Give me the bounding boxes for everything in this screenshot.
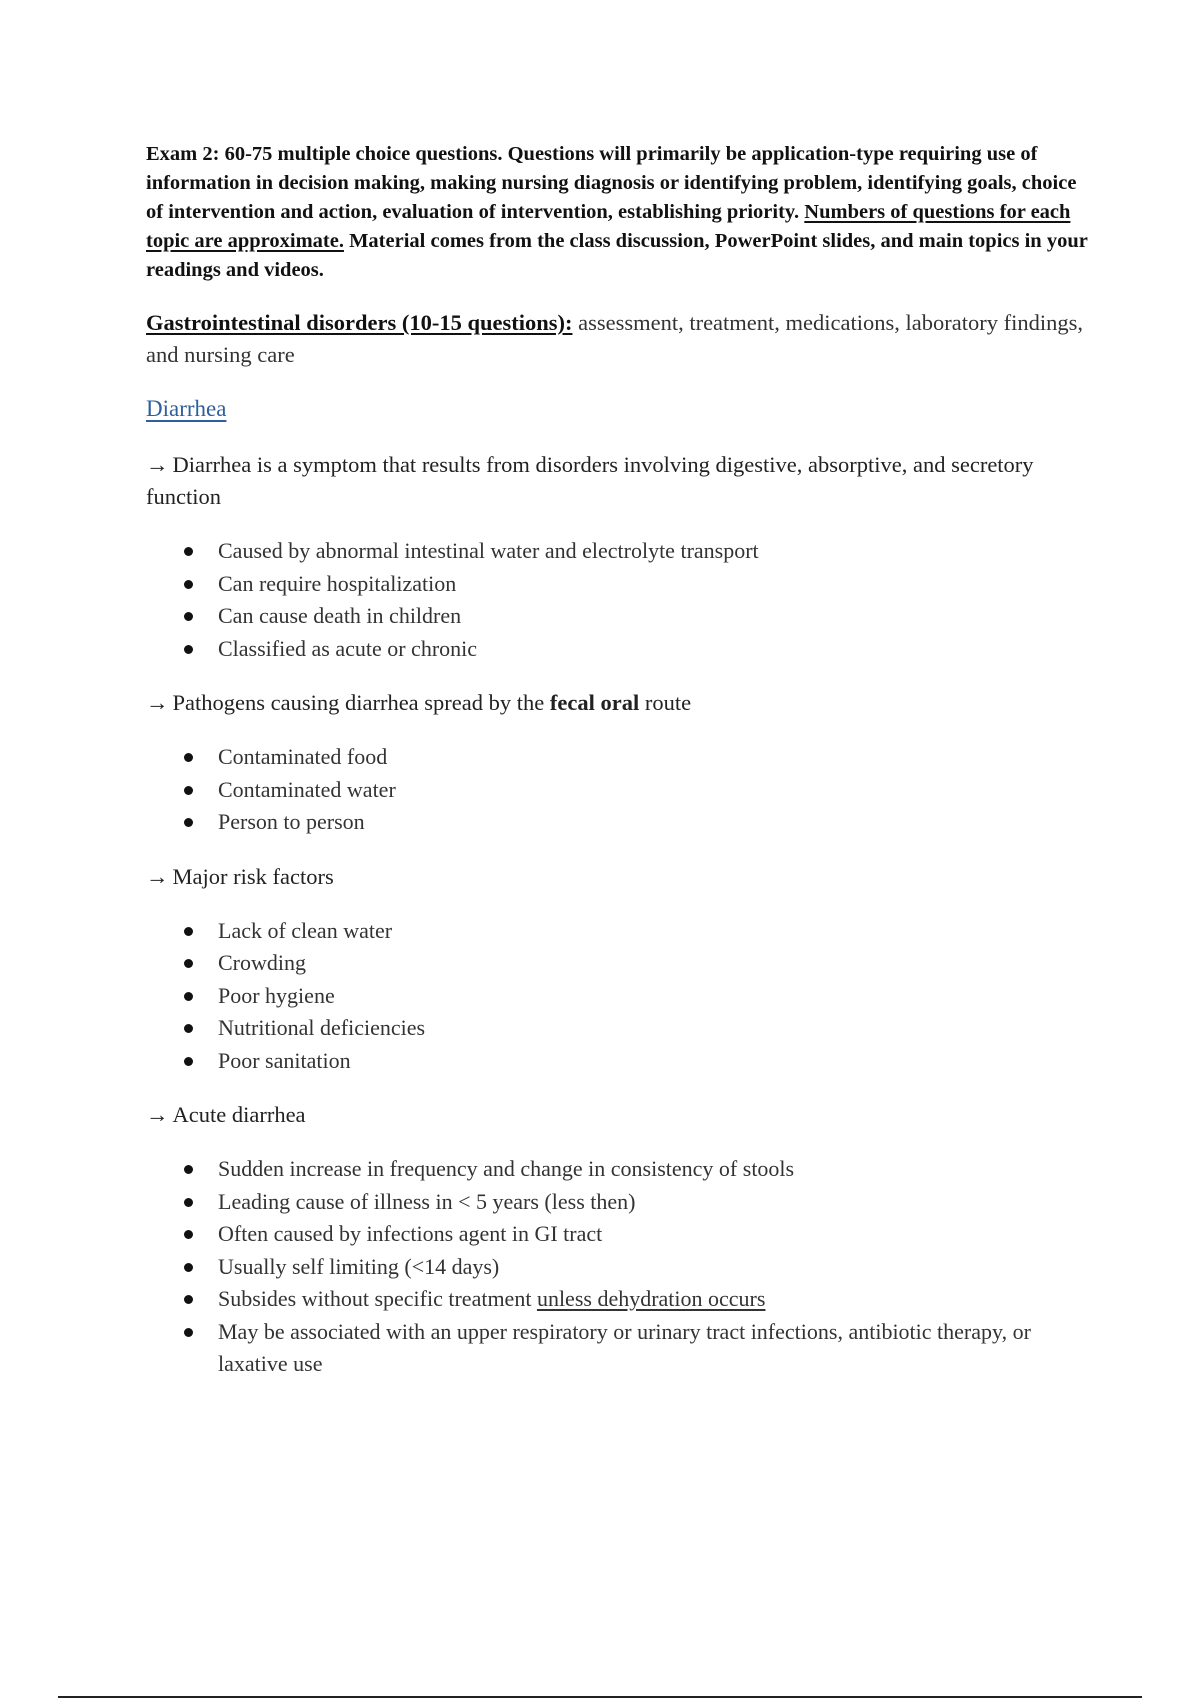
block-heading-risk-factors [146, 861, 1096, 893]
bullet-icon [184, 927, 193, 936]
underlined-phrase: unless dehydration occurs [536, 1286, 766, 1311]
list-item [146, 980, 1096, 1013]
list-item-text: Can require hospitalization [218, 570, 457, 596]
list-item [146, 774, 1096, 807]
list-item-text: Often caused by infections agent in GI tract [218, 1221, 603, 1246]
block-heading-text: Diarrhea is a symptom that results from disorders involving digestive, absorptive, and secretory function [146, 452, 1034, 509]
list-item-text: Contaminated food [218, 744, 388, 769]
block-heading-acute-diarrhea [146, 1099, 1096, 1131]
list-item-text: Sudden increase in frequency and change in consistency of stools [218, 1156, 795, 1181]
page-bottom-divider [58, 1696, 1142, 1698]
list-item-text: Poor sanitation [218, 1047, 351, 1073]
bullet-icon [184, 612, 193, 621]
block-heading-symptom [146, 449, 1096, 513]
right-arrow-icon: → [146, 1102, 169, 1127]
right-arrow-icon: → [146, 690, 169, 715]
list-item [146, 1045, 1096, 1078]
bullet-icon [184, 1024, 193, 1033]
block-heading-pathogens [146, 687, 1096, 719]
heading-bold-text: fecal oral [549, 690, 640, 715]
acute-diarrhea-bullet-list [146, 1153, 1096, 1381]
right-arrow-icon: → [146, 452, 169, 477]
list-item [146, 1012, 1096, 1045]
list-item-text: Subsides without specific treatment [218, 1286, 537, 1311]
list-item-text: Usually self limiting (<14 days) [218, 1253, 500, 1279]
list-item [146, 633, 1096, 666]
list-item [146, 600, 1096, 633]
list-item-text: Classified as acute or chronic [218, 635, 478, 661]
intro-bold-text: Exam 2: 60-75 multiple choice questions. Questions will primarily be application-type requiring use of information in decision making, making nursing diagnosis or identifying problem, identifying goals, choice of intervention and action, evaluation of intervention, establishing priority. [146, 143, 1077, 223]
list-item [146, 1316, 1096, 1381]
intro-underlined-note: Numbers of questions for each topic are approximate. [146, 201, 1071, 252]
list-item [146, 1186, 1096, 1219]
list-item-text: Contaminated water [218, 776, 396, 802]
right-arrow-icon: → [146, 863, 169, 889]
exam-intro-paragraph [146, 140, 1096, 285]
section-heading-paragraph [146, 307, 1096, 371]
bullet-icon [184, 645, 193, 654]
bullet-icon [184, 959, 193, 968]
list-item [146, 741, 1096, 774]
symptom-bullet-list [146, 535, 1096, 665]
list-item-text: Leading cause of illness in < 5 years (less then) [218, 1188, 636, 1214]
document-page [146, 140, 1096, 1403]
list-item-text: Lack of clean water [218, 917, 393, 943]
bullet-icon [184, 1057, 193, 1066]
bullet-icon [184, 1165, 193, 1174]
risk-factors-bullet-list [146, 915, 1096, 1078]
list-item [146, 1153, 1096, 1186]
bullet-icon [184, 786, 193, 795]
pathogens-bullet-list [146, 741, 1096, 839]
list-item-text: Crowding [218, 950, 306, 975]
list-item [146, 806, 1096, 839]
list-item [146, 1283, 1096, 1316]
list-item [146, 915, 1096, 948]
bullet-icon [184, 547, 193, 556]
list-item-text: Can cause death in children [218, 603, 462, 628]
list-item [146, 535, 1096, 568]
block-heading-text: Acute diarrhea [172, 1102, 306, 1127]
list-item-text: May be associated with an upper respiratory or urinary tract infections, antibiotic therapy, or laxative use [218, 1318, 1031, 1376]
bullet-icon [184, 1295, 193, 1304]
intro-closing-text: Material comes from the class discussion, PowerPoint slides, and main topics in your readings and videos. [146, 230, 1088, 281]
heading-prefix-text: Pathogens causing diarrhea spread by the [172, 690, 550, 715]
list-item [146, 1251, 1096, 1284]
section-description: assessment, treatment, medications, laboratory findings, and nursing care [146, 310, 1083, 367]
bullet-icon [184, 1263, 193, 1272]
list-item [146, 947, 1096, 980]
list-item [146, 1218, 1096, 1251]
bullet-icon [184, 818, 193, 827]
list-item-text: Nutritional deficiencies [218, 1015, 426, 1040]
block-heading-text: Major risk factors [172, 863, 334, 889]
diarrhea-link[interactable]: Diarrhea [146, 396, 227, 421]
heading-suffix-text: route [639, 690, 692, 715]
bullet-icon [184, 1230, 193, 1239]
bullet-icon [184, 580, 193, 589]
list-item-text: Caused by abnormal intestinal water and electrolyte transport [218, 538, 759, 563]
bullet-icon [184, 992, 193, 1001]
bullet-icon [184, 753, 193, 762]
bullet-icon [184, 1198, 193, 1207]
list-item [146, 568, 1096, 601]
section-title: Gastrointestinal disorders (10-15 questions): [146, 310, 573, 335]
list-item-text: Person to person [218, 809, 365, 834]
bullet-icon [184, 1328, 193, 1337]
list-item-text: Poor hygiene [218, 982, 335, 1008]
